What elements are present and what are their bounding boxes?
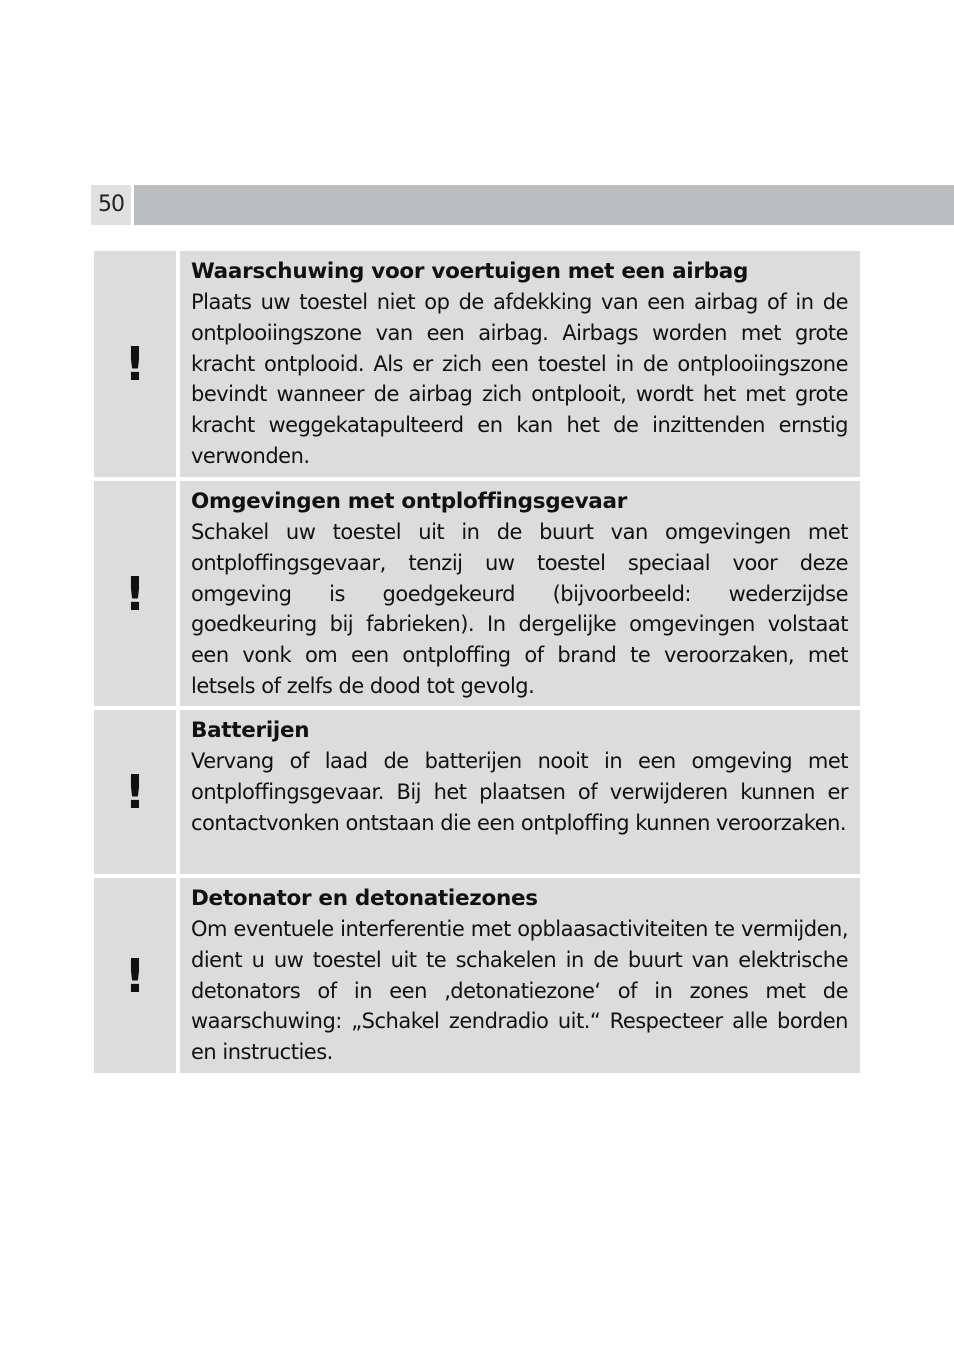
warning-body: Plaats uw toestel niet op de afdekking van een airbag of in de ontplooiingszone van een airbag. Airbags worden met grote kracht ontplooid. Als er zich een toestel in de ontplooiingszone bevindt wanneer de airbag zich ontplooit, wordt het met grote kracht weggekatapulteerd en kan het de inzittenden ernstig verwonden. bbox=[191, 290, 848, 468]
warning-title: Detonator en detonatiezones bbox=[191, 886, 538, 911]
warning-text-cell bbox=[180, 878, 860, 1073]
warning-icon-cell bbox=[94, 251, 176, 477]
warning-text-cell bbox=[180, 251, 860, 477]
warning-icon-cell bbox=[94, 481, 176, 706]
warning-row-batteries bbox=[94, 710, 860, 874]
warning-body: Vervang of laad de batterijen nooit in een omgeving met ontploffingsgevaar. Bij het plaatsen of verwijderen kunnen er contactvonken ontstaan die een ontploffing kunnen veroorzaken. bbox=[191, 749, 848, 835]
warning-icon-cell bbox=[94, 710, 176, 874]
warning-icon-cell bbox=[94, 878, 176, 1073]
warning-text-cell bbox=[180, 710, 860, 874]
warning-table bbox=[94, 251, 860, 1077]
warning-row-explosive-environments bbox=[94, 481, 860, 706]
warning-title: Waarschuwing voor voertuigen met een airbag bbox=[191, 259, 749, 284]
warning-row-airbag bbox=[94, 251, 860, 477]
warning-row-detonators bbox=[94, 878, 860, 1073]
warning-title: Omgevingen met ontploffingsgevaar bbox=[191, 489, 628, 514]
exclamation-icon: ! bbox=[124, 765, 146, 819]
exclamation-icon: ! bbox=[124, 948, 146, 1003]
page-header bbox=[91, 185, 954, 225]
header-band bbox=[134, 185, 954, 225]
exclamation-icon: ! bbox=[124, 566, 146, 621]
warning-body: Schakel uw toestel uit in de buurt van omgevingen met ontploffingsgevaar, tenzij uw toestel speciaal voor deze omgeving is goedgekeurd (bijvoorbeeld: wederzijdse goedkeuring bij fabrieken). In dergelijke omgevingen volstaat een vonk om een ontploffing of brand te veroorzaken, met letsels of zelfs de dood tot gevolg. bbox=[191, 520, 848, 698]
warning-body: Om eventuele interferentie met opblaasactiviteiten te vermijden, dient u uw toestel uit te schakelen in de buurt van elektrische detonators of in een ‚detonatiezone‘ of in zones met de waarschuwing: „Schakel zendradio uit.“ Respecteer alle borden en instructies. bbox=[191, 917, 848, 1065]
exclamation-icon: ! bbox=[124, 337, 146, 391]
page-number: 50 bbox=[91, 185, 131, 225]
warning-text-cell bbox=[180, 481, 860, 706]
warning-title: Batterijen bbox=[191, 718, 310, 743]
